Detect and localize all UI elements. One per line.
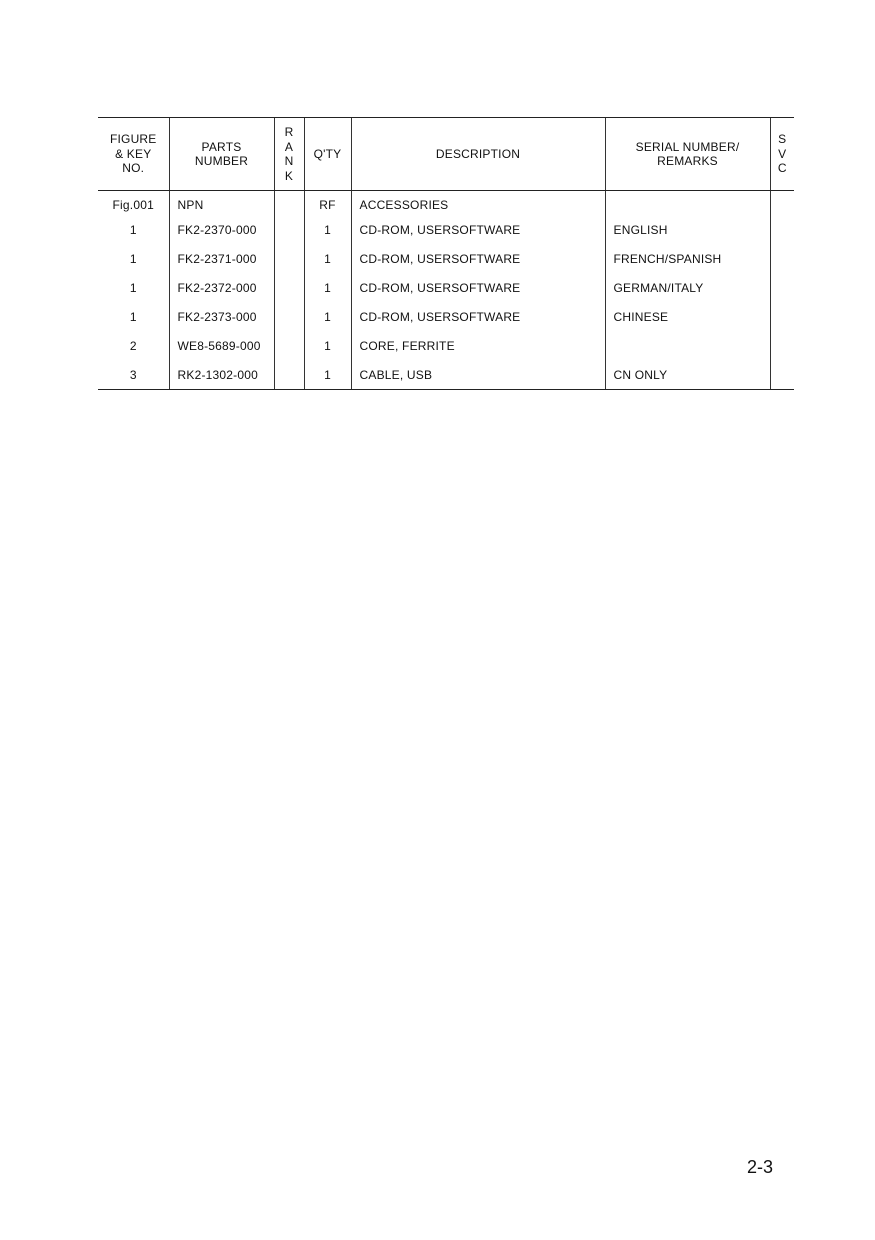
cell-svc (770, 191, 794, 216)
cell-remarks: CN ONLY (605, 361, 770, 390)
header-svc (770, 118, 794, 191)
page-number: 2-3 (747, 1157, 774, 1177)
cell-qty: 1 (304, 361, 351, 390)
cell-rank (274, 361, 304, 390)
cell-rank (274, 245, 304, 274)
header-svc-text: S V C (777, 132, 787, 176)
header-serial-remarks (605, 118, 770, 191)
cell-description: CD-ROM, USERSOFTWARE (351, 245, 605, 274)
cell-figure: 1 (129, 252, 137, 266)
cell-remarks: ENGLISH (605, 216, 770, 245)
cell-part-number: FK2-2372-000 (169, 274, 274, 303)
cell-part-number: NPN (169, 191, 274, 216)
cell-part-number: FK2-2370-000 (169, 216, 274, 245)
cell-part-number: WE8-5689-000 (169, 332, 274, 361)
cell-svc (770, 274, 794, 303)
cell-description: CD-ROM, USERSOFTWARE (351, 303, 605, 332)
table-row (98, 274, 794, 303)
cell-remarks (605, 332, 770, 361)
cell-remarks: GERMAN/ITALY (605, 274, 770, 303)
cell-description: CORE, FERRITE (351, 332, 605, 361)
header-description: DESCRIPTION (351, 118, 605, 191)
header-remarks-text: SERIAL NUMBER/ REMARKS (635, 139, 740, 168)
cell-svc (770, 332, 794, 361)
cell-part-number: FK2-2373-000 (169, 303, 274, 332)
parts-list-table (98, 117, 794, 390)
cell-figure: 1 (129, 281, 137, 295)
cell-figure: 1 (129, 310, 137, 324)
table-row (98, 361, 794, 390)
cell-remarks: CHINESE (605, 303, 770, 332)
cell-description: CD-ROM, USERSOFTWARE (351, 216, 605, 245)
cell-svc (770, 361, 794, 390)
cell-rank (274, 216, 304, 245)
cell-qty: 1 (304, 332, 351, 361)
table-row (98, 216, 794, 245)
header-rank (274, 118, 304, 191)
header-qty: Q'TY (304, 118, 351, 191)
cell-figure: Fig.001 (112, 197, 154, 212)
cell-svc (770, 303, 794, 332)
cell-rank (274, 303, 304, 332)
cell-qty: RF (304, 191, 351, 216)
header-figure-key-no (98, 118, 169, 191)
cell-description: CD-ROM, USERSOFTWARE (351, 274, 605, 303)
cell-qty: 1 (304, 303, 351, 332)
cell-part-number: FK2-2371-000 (169, 245, 274, 274)
cell-svc (770, 245, 794, 274)
cell-qty: 1 (304, 245, 351, 274)
header-parts-text: PARTS NUMBER (194, 139, 249, 168)
cell-figure: 1 (129, 223, 137, 237)
cell-figure: 3 (98, 361, 169, 390)
cell-qty: 1 (304, 274, 351, 303)
table-row (98, 191, 794, 216)
table-row (98, 332, 794, 361)
header-parts-number (169, 118, 274, 191)
cell-description: CABLE, USB (351, 361, 605, 390)
header-figure-text: FIGURE & KEY NO. (109, 132, 157, 176)
cell-rank (274, 274, 304, 303)
cell-remarks: FRENCH/SPANISH (605, 245, 770, 274)
header-rank-text: R A N K (284, 125, 294, 183)
table-row (98, 303, 794, 332)
table-row (98, 245, 794, 274)
cell-svc (770, 216, 794, 245)
cell-figure: 2 (129, 339, 137, 353)
table-header-row (98, 118, 794, 191)
cell-rank (274, 191, 304, 216)
cell-qty: 1 (304, 216, 351, 245)
cell-remarks (605, 191, 770, 216)
cell-rank (274, 332, 304, 361)
cell-description: ACCESSORIES (351, 191, 605, 216)
cell-part-number: RK2-1302-000 (169, 361, 274, 390)
